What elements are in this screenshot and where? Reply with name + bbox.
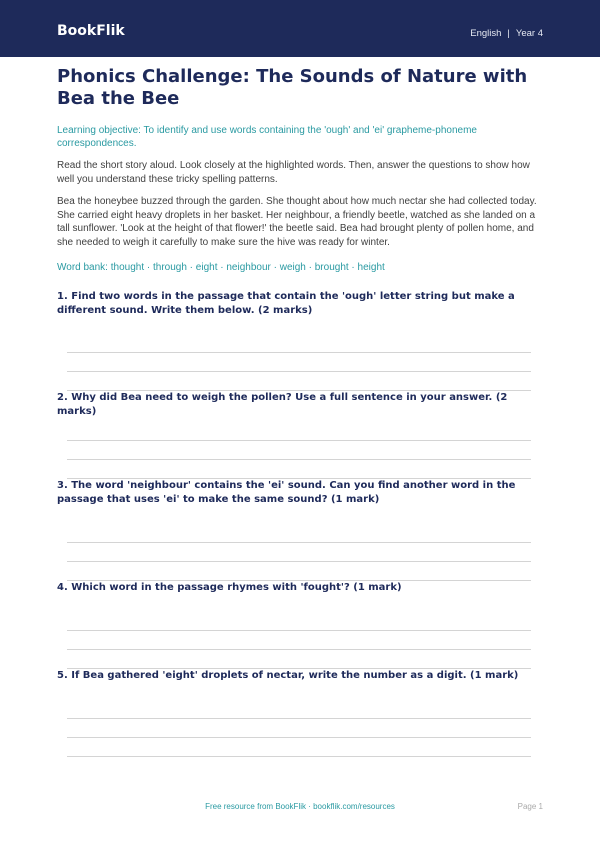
answer-line[interactable] [67, 352, 531, 353]
header-meta [470, 28, 543, 39]
page-title: Phonics Challenge: The Sounds of Nature with Bea the Bee [57, 66, 528, 109]
page-number: Page 1 [517, 802, 543, 811]
answer-line[interactable] [67, 440, 531, 441]
worksheet-intro [57, 66, 543, 274]
header-bar [0, 0, 600, 57]
year-label: Year 4 [515, 28, 543, 39]
word-bank: Word bank: thought · through · eight · neighbour · weigh · brought · height [57, 261, 385, 273]
question-4: 4. Which word in the passage rhymes with 'fought'? (1 mark) [57, 582, 402, 593]
answer-line[interactable] [67, 459, 531, 460]
brand-logo: BookFlik [57, 23, 125, 39]
answer-line[interactable] [67, 630, 531, 631]
answer-line[interactable] [67, 756, 531, 757]
answer-line[interactable] [67, 737, 531, 738]
answer-line[interactable] [67, 542, 531, 543]
answer-line[interactable] [67, 561, 531, 562]
story-paragraph: Bea the honeybee buzzed through the garden. She thought about how much nectar she had collected today. She carried eight heavy droplets in her basket. Her neighbour, a friendly beetle, watched as she landed on a tall sunflower. 'Look at the height of that flower!' the beetle said. Bea had brought plenty of pollen home, and she needed to weigh it carefully to make sure the hive was ready for winter. [57, 196, 537, 248]
question-5: 5. If Bea gathered 'eight' droplets of nectar, write the number as a digit. (1 mark) [57, 670, 519, 681]
meta-separator: | [507, 28, 510, 39]
footer-text: Free resource from BookFlik · bookflik.com/resources [205, 802, 395, 811]
instructions-paragraph: Read the short story aloud. Look closely at the highlighted words. Then, answer the questions to show how well you understand these tricky spelling patterns. [57, 160, 530, 185]
learning-objective: Learning objective: To identify and use words containing the 'ough' and 'ei' grapheme-phoneme correspondences. [57, 125, 477, 149]
subject-label: English [470, 28, 502, 39]
answer-line[interactable] [67, 371, 531, 372]
question-3: 3. The word 'neighbour' contains the 'ei' sound. Can you find another word in the passage that uses 'ei' to make the same sound? (1 mark) [57, 480, 516, 505]
answer-line[interactable] [67, 649, 531, 650]
question-2: 2. Why did Bea need to weigh the pollen? Use a full sentence in your answer. (2 marks) [57, 392, 508, 417]
answer-line[interactable] [67, 718, 531, 719]
question-1: 1. Find two words in the passage that contain the 'ough' letter string but make a different sound. Write them below. (2 marks) [57, 291, 515, 316]
